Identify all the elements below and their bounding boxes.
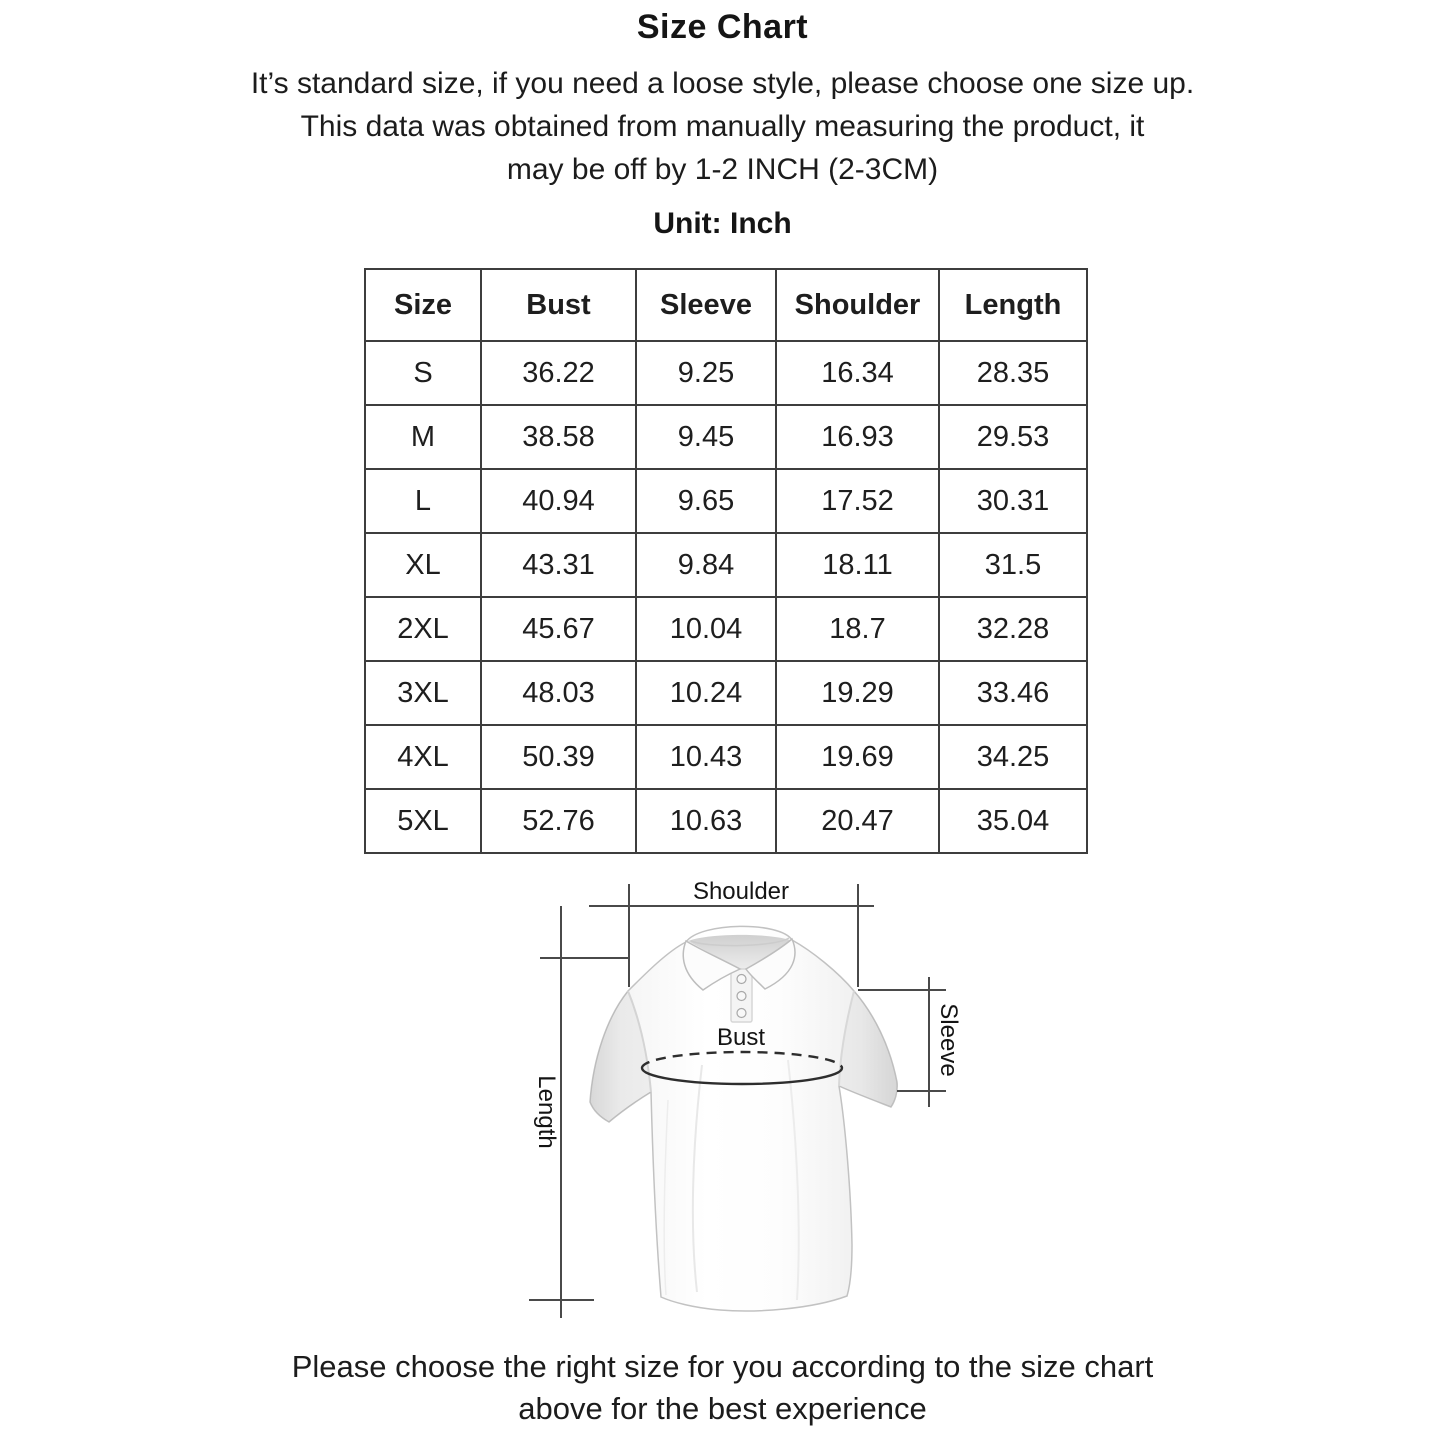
bust-label: Bust <box>716 1024 766 1051</box>
table-cell: 52.76 <box>481 789 636 853</box>
table-cell: 18.7 <box>776 597 939 661</box>
column-header-bust: Bust <box>481 269 636 341</box>
table-cell: 48.03 <box>481 661 636 725</box>
button <box>737 992 746 1001</box>
page-title: Size Chart <box>636 8 809 46</box>
table-cell: 5XL <box>365 789 481 853</box>
table-cell: 10.43 <box>636 725 776 789</box>
table-cell: 50.39 <box>481 725 636 789</box>
table-cell: 28.35 <box>939 341 1087 405</box>
size-table <box>364 268 1088 854</box>
table-cell: 2XL <box>365 597 481 661</box>
footer-note <box>0 1346 1445 1430</box>
table-cell: 3XL <box>365 661 481 725</box>
column-header-length: Length <box>939 269 1087 341</box>
table-cell: 43.31 <box>481 533 636 597</box>
intro-line: may be off by 1-2 INCH (2-3CM) <box>506 153 939 186</box>
table-cell: 19.29 <box>776 661 939 725</box>
table-row <box>365 405 1087 469</box>
table-cell: 20.47 <box>776 789 939 853</box>
table-cell: 9.25 <box>636 341 776 405</box>
table-cell: M <box>365 405 481 469</box>
table-header-row <box>365 269 1087 341</box>
size-table-container <box>364 268 1088 854</box>
table-row <box>365 597 1087 661</box>
footer-line: above for the best experience <box>518 1391 927 1426</box>
table-cell: 33.46 <box>939 661 1087 725</box>
intro-text <box>0 62 1445 191</box>
table-cell: 18.11 <box>776 533 939 597</box>
table-cell: L <box>365 469 481 533</box>
intro-line: This data was obtained from manually measuring the product, it <box>300 110 1145 143</box>
table-cell: 10.24 <box>636 661 776 725</box>
table-cell: 10.63 <box>636 789 776 853</box>
button <box>737 975 746 984</box>
table-row <box>365 533 1087 597</box>
table-cell: S <box>365 341 481 405</box>
table-row <box>365 725 1087 789</box>
table-cell: 45.67 <box>481 597 636 661</box>
table-cell: 9.84 <box>636 533 776 597</box>
table-row <box>365 341 1087 405</box>
table-cell: 9.45 <box>636 405 776 469</box>
table-cell: 40.94 <box>481 469 636 533</box>
size-table-body <box>365 341 1087 853</box>
table-cell: 35.04 <box>939 789 1087 853</box>
table-cell: 16.34 <box>776 341 939 405</box>
sleeve-label: Sleeve <box>935 1003 962 1077</box>
table-cell: 38.58 <box>481 405 636 469</box>
shirt-diagram <box>500 868 970 1350</box>
table-row <box>365 469 1087 533</box>
table-cell: 30.31 <box>939 469 1087 533</box>
table-cell: 17.52 <box>776 469 939 533</box>
shirt-measurement-graphic <box>500 868 970 1350</box>
table-cell: 9.65 <box>636 469 776 533</box>
table-cell: XL <box>365 533 481 597</box>
column-header-shoulder: Shoulder <box>776 269 939 341</box>
table-cell: 29.53 <box>939 405 1087 469</box>
table-cell: 16.93 <box>776 405 939 469</box>
intro-line: It’s standard size, if you need a loose style, please choose one size up. <box>250 67 1195 100</box>
column-header-sleeve: Sleeve <box>636 269 776 341</box>
table-cell: 32.28 <box>939 597 1087 661</box>
table-cell: 36.22 <box>481 341 636 405</box>
length-label: Length <box>533 1075 560 1149</box>
column-header-size: Size <box>365 269 481 341</box>
table-cell: 19.69 <box>776 725 939 789</box>
unit-label: Unit: Inch <box>653 207 792 240</box>
table-cell: 10.04 <box>636 597 776 661</box>
table-cell: 34.25 <box>939 725 1087 789</box>
table-row <box>365 789 1087 853</box>
table-cell: 4XL <box>365 725 481 789</box>
button <box>737 1009 746 1018</box>
table-cell: 31.5 <box>939 533 1087 597</box>
table-row <box>365 661 1087 725</box>
shoulder-label: Shoulder <box>692 878 790 905</box>
footer-line: Please choose the right size for you according to the size chart <box>291 1349 1154 1384</box>
